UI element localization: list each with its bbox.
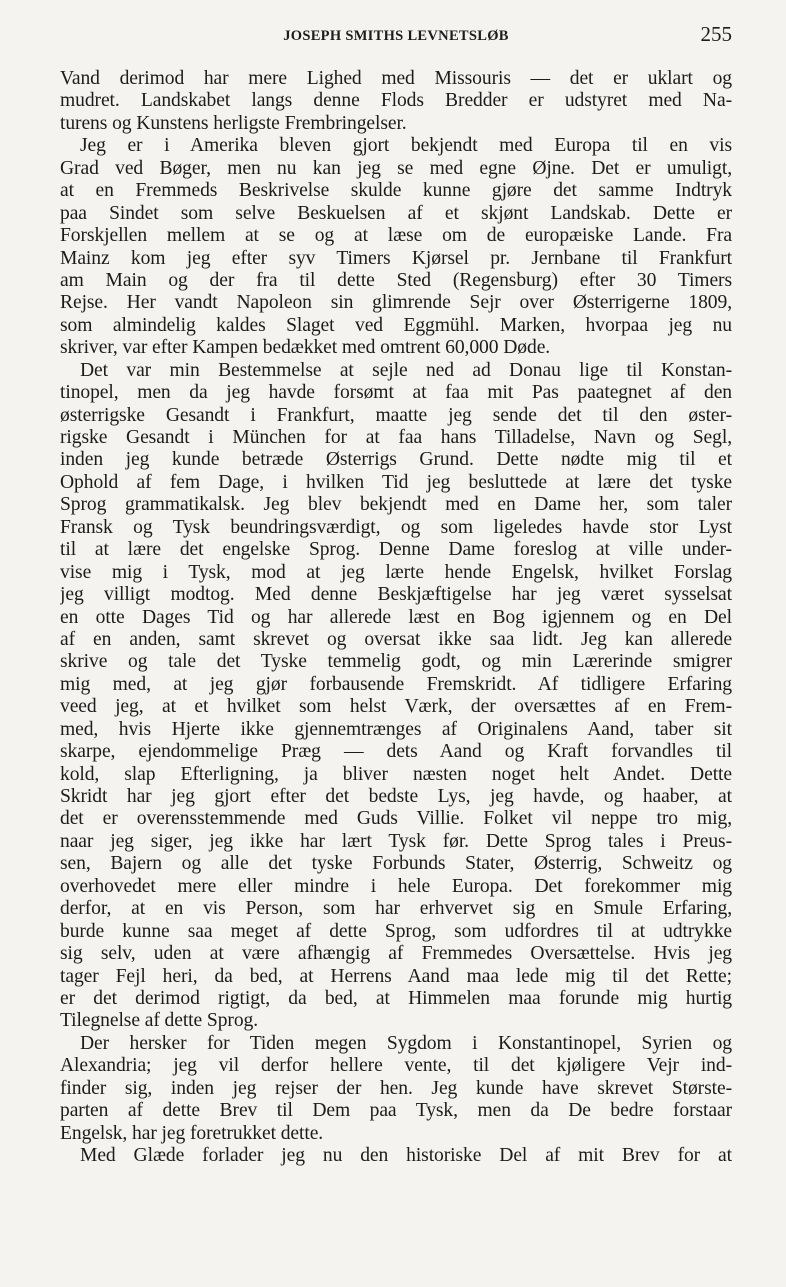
text-line: skriver, var efter Kampen bedækket med omtrent 60,000 Døde. <box>60 337 551 359</box>
text-line: skrive og tale det Tyske temmelig godt, og min Lærerinde smigrer <box>60 651 732 673</box>
text-line: Forskjellen mellem at se og at læse om de europæiske Lande. Fra <box>60 225 732 247</box>
text-line: jeg villigt modtog. Med denne Beskjæftigelse har jeg været sysselsat <box>60 584 732 606</box>
text-line: derfor, at en vis Person, som har erhvervet sig en Smule Erfaring, <box>60 898 732 920</box>
text-line: Sprog grammatikalsk. Jeg blev bekjendt med en Dame her, som taler <box>60 494 732 516</box>
text-line: mig med, at jeg gjør forbausende Fremskridt. Af tidligere Erfaring <box>60 673 732 695</box>
text-line: Vand derimod har mere Lighed med Missouris — det er uklart og <box>60 68 732 89</box>
text-line: burde kunne saa meget af dette Sprog, som udfordres til at udtrykke <box>60 920 732 942</box>
text-line: inden jeg kunde betræde Østerrigs Grund. Dette nødte mig til et <box>60 449 732 471</box>
text-line: skarpe, ejendommelige Præg — dets Aand og Kraft forvandles til <box>60 741 732 763</box>
text-line: paa Sindet som selve Beskuelsen af et skjønt Landskab. Dette er <box>60 202 732 224</box>
text-line: naar jeg siger, jeg ikke har lært Tysk før. Dette Sprog tales i Preus- <box>60 830 732 852</box>
text-line: Tilegnelse af dette Sprog. <box>60 1010 259 1032</box>
text-line: Rejse. Her vandt Napoleon sin glimrende Sejr over Østerrigerne 1809, <box>60 292 732 314</box>
text-line: Det var min Bestemmelse at sejle ned ad Donau lige til Konstan- <box>80 359 732 381</box>
text-line: en otte Dages Tid og har allerede læst en Bog igjennem og en Del <box>60 606 732 628</box>
text-line: am Main og der fra til dette Sted (Regensburg) efter 30 Timers <box>60 269 732 291</box>
text-line: mudret. Landskabet langs denne Flods Bredder er udstyret med Na- <box>60 90 732 112</box>
text-line: Skridt har jeg gjort efter det bedste Lys, jeg havde, og haaber, at <box>60 786 732 807</box>
text-line: overhovedet mere eller mindre i hele Europa. Det forekommer mig <box>60 875 732 897</box>
text-line: Engelsk, har jeg foretrukket dette. <box>60 1122 324 1144</box>
text-line: vise mig i Tysk, mod at jeg lærte hende Engelsk, hvilket Forslag <box>60 561 732 583</box>
text-line: at en Fremmeds Beskrivelse skulde kunne gjøre det samme Indtryk <box>60 180 732 202</box>
text-line: med, hvis Hjerte ikke gjennemtrænges af Originalens Aand, taber sit <box>60 718 732 740</box>
text-line: som almindelig kaldes Slaget ved Eggmühl. Marken, hvorpaa jeg nu <box>60 314 732 336</box>
text-line: parten af dette Brev til Dem paa Tysk, men da De bedre forstaar <box>60 1100 732 1122</box>
text-line: af en anden, samt skrevet og oversat ikke saa lidt. Jeg kan allerede <box>60 628 732 650</box>
text-line: sen, Bajern og alle det tyske Forbunds Stater, Østerrig, Schweitz og <box>60 853 732 875</box>
text-line: det er overensstemmende med Guds Villie. Folket vil neppe tro mig, <box>60 808 732 830</box>
text-line: tinopel, men da jeg havde forsømt at faa mit Pas paategnet af den <box>60 382 732 404</box>
text-line: Med Glæde forlader jeg nu den historiske Del af mit Brev for at <box>80 1145 732 1166</box>
text-line: finder sig, inden jeg rejser der hen. Jeg kunde have skrevet Største- <box>60 1077 732 1099</box>
text-line: veed jeg, at et hvilket som helst Værk, der oversættes af en Frem- <box>60 696 732 718</box>
page-number: 255 <box>700 22 732 46</box>
text-line: er det derimod rigtigt, da bed, at Himmelen maa forunde mig hurtig <box>60 987 732 1009</box>
text-line: Fransk og Tysk beundringsværdigt, og som ligeledes havde stor Lyst <box>60 516 732 538</box>
text-line: Mainz kom jeg efter syv Timers Kjørsel pr. Jernbane til Frankfurt <box>60 247 732 269</box>
text-line: tager Fejl heri, da bed, at Herrens Aand maa lede mig til det Rette; <box>60 965 732 987</box>
page-header <box>60 18 732 52</box>
text-line: østerrigske Gesandt i Frankfurt, maatte jeg sende det til den øster- <box>60 404 732 426</box>
body-text <box>60 68 732 1167</box>
text-line: sig selv, uden at være afhængig af Fremmedes Oversættelse. Hvis jeg <box>60 943 732 965</box>
text-line: turens og Kunstens herligste Frembringelser. <box>60 112 407 134</box>
text-line: rigske Gesandt i München for at faa hans Tilladelse, Navn og Segl, <box>60 427 732 448</box>
text-line: kold, slap Efterligning, ja bliver næsten noget helt Andet. Dette <box>60 763 732 785</box>
text-line: Alexandria; jeg vil derfor hellere vente, til det kjøligere Vejr ind- <box>60 1055 732 1077</box>
text-line: til at lære det engelske Sprog. Denne Dame foreslog at ville under- <box>60 539 732 561</box>
text-line: Ophold af fem Dage, i hvilken Tid jeg besluttede at lære det tyske <box>60 471 732 493</box>
text-line: Der hersker for Tiden megen Sygdom i Konstantinopel, Syrien og <box>80 1032 732 1054</box>
text-line: Grad ved Bøger, men nu kan jeg se med egne Øjne. Det er umuligt, <box>60 157 732 179</box>
text-line: Jeg er i Amerika bleven gjort bekjendt med Europa til en vis <box>80 135 732 157</box>
running-title: JOSEPH SMITHS LEVNETSLØB <box>283 28 509 44</box>
